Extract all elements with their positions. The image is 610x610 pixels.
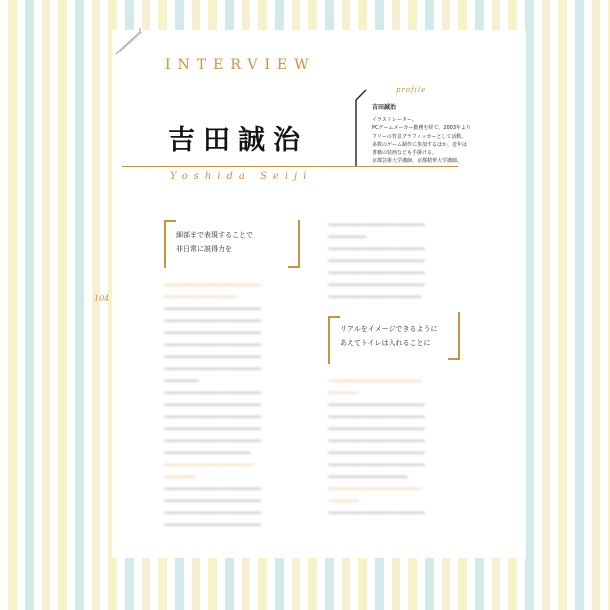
profile-line: フリーの背景グラフィッカーとして活動。 bbox=[372, 133, 467, 140]
bracket-top-left bbox=[164, 220, 176, 268]
interviewee-name-romaji: Yoshida Seiji bbox=[170, 171, 313, 182]
blurred-body-text: ▁▁▁▁▁▁▁▁▁▁▁▁▁▁▁▁▁▁▁▁▁▁▁▁▁▁▁▁ ▁▁▁▁▁▁▁▁▁▁▁ ▁▁▁▁▁▁▁▁▁▁▁▁▁▁▁▁▁▁▁▁▁▁▁▁▁▁▁▁ ▁▁▁▁▁▁▁▁▁▁▁▁▁▁▁▁▁▁▁▁▁▁▁▁▁▁▁▁ ▁▁▁▁▁▁▁▁▁▁▁▁▁▁▁▁▁▁▁▁▁▁▁▁▁▁▁▁ ▁▁▁▁▁▁▁▁▁▁▁▁▁▁▁▁▁▁▁▁▁▁▁▁▁▁▁▁ ▁▁▁▁▁▁▁▁▁▁▁▁▁▁▁▁▁▁▁▁▁▁▁▁▁▁▁ bbox=[328, 221, 425, 298]
bracket-top-left bbox=[328, 316, 340, 364]
bracket-bottom-right bbox=[288, 220, 300, 268]
blurred-body-text: ▁▁▁▁▁▁▁▁▁▁▁▁▁▁▁▁▁▁▁▁▁▁▁▁▁▁▁▁ ▁▁▁▁▁▁▁▁▁▁▁▁▁▁▁▁▁▁▁▁▁ ▁▁▁▁▁▁▁▁▁▁▁▁▁▁▁▁▁▁▁▁▁▁▁▁▁▁▁▁ ▁▁▁▁▁▁▁▁▁▁▁▁▁▁▁▁▁▁▁▁▁▁▁▁▁▁▁▁ ▁▁▁▁▁▁▁▁▁▁▁▁▁▁▁▁▁▁▁▁▁▁▁▁▁▁▁▁ ▁▁▁▁▁▁▁▁▁▁▁▁▁▁▁▁▁▁▁▁▁▁▁▁▁▁▁▁ ▁▁▁▁▁▁▁▁▁▁▁▁▁▁▁▁▁▁▁▁▁▁▁▁▁▁▁▁ ▁▁▁▁▁▁▁▁▁▁▁▁▁▁▁▁▁▁▁▁▁▁▁▁▁▁▁▁ ▁▁▁▁▁▁▁▁▁▁ ▁▁▁▁▁▁▁▁▁▁▁▁▁▁▁▁▁▁▁▁▁▁▁▁▁▁▁▁ ▁▁▁▁▁▁▁▁▁▁▁▁▁▁▁▁▁▁▁▁▁▁▁▁▁▁▁▁ ▁▁▁▁▁▁▁▁▁▁▁▁▁▁▁▁▁▁▁▁▁▁▁▁▁▁▁▁ ▁▁▁▁▁▁▁▁▁▁▁▁▁▁▁▁▁▁▁▁▁▁▁▁▁▁▁▁ ▁▁▁▁▁▁▁▁▁▁▁▁▁▁▁▁▁▁▁▁▁▁▁▁▁▁▁▁ ▁▁▁▁▁▁▁▁▁▁▁▁▁▁▁▁▁▁▁▁▁▁▁▁▁ ▁▁▁▁▁▁▁▁▁▁▁▁▁▁▁▁▁▁▁▁▁▁▁▁▁▁ ▁▁▁▁▁▁▁▁▁ ▁▁▁▁▁▁▁▁▁▁▁▁▁▁▁▁▁▁▁▁▁▁▁▁▁▁▁▁ ▁▁▁▁▁▁▁▁▁▁▁▁▁▁▁▁▁▁▁▁▁▁▁▁▁▁▁▁ ▁▁▁▁▁▁▁▁▁▁▁▁▁▁▁▁▁▁▁▁▁▁▁▁▁▁▁▁ ▁▁▁▁▁▁▁▁▁▁▁▁▁▁▁▁▁▁▁▁▁▁▁▁▁▁▁▁ bbox=[164, 281, 261, 526]
question-line: あえてトイレは入れることに bbox=[340, 339, 431, 347]
profile-line: 京都芸術大学講師、京都精華大学講師。 bbox=[372, 158, 463, 165]
profile-line: 書籍の装画なども手掛ける。 bbox=[372, 150, 438, 157]
profile-line: PCゲームメーカー勤務を経て、2003年より bbox=[372, 125, 472, 132]
interviewee-name: 吉田誠治 bbox=[168, 125, 308, 156]
corner-ornament-icon bbox=[114, 26, 154, 56]
profile-line: 多数のゲーム制作に参加するほか、近年は bbox=[372, 141, 468, 148]
profile-block bbox=[372, 104, 476, 165]
bracket-bottom-right bbox=[448, 312, 460, 360]
question-text bbox=[340, 322, 438, 350]
profile-name: 吉田誠治 bbox=[372, 104, 397, 111]
blurred-body-text: ▁▁▁▁▁▁▁▁▁▁▁▁▁▁▁▁▁▁▁▁▁▁▁▁▁▁▁ ▁▁▁▁▁▁▁▁▁ ▁▁▁▁▁▁▁▁▁▁▁▁▁▁▁▁▁▁▁▁▁▁▁▁▁▁▁▁ ▁▁▁▁▁▁▁▁▁▁▁▁▁▁▁▁▁▁▁▁▁▁▁▁▁▁▁▁ ▁▁▁▁▁▁▁▁▁▁▁▁▁▁▁▁▁▁▁▁▁▁▁▁▁▁▁▁ ▁▁▁▁▁▁▁▁▁▁▁▁▁▁▁▁▁▁▁▁▁▁▁▁▁▁▁▁ ▁▁▁▁▁▁▁▁▁▁▁▁▁▁▁▁▁▁▁▁▁▁▁▁▁▁▁▁ ▁▁▁▁▁▁▁▁▁▁▁▁▁▁▁▁▁▁▁▁▁▁▁▁▁▁▁▁ ▁▁▁▁▁▁▁▁▁▁▁▁▁▁▁▁▁▁▁▁▁▁▁ ▁▁▁▁▁▁▁▁▁▁▁▁▁▁▁▁▁▁▁▁▁▁▁▁▁▁▁ ▁▁▁▁▁▁▁▁▁ ▁▁▁▁▁▁▁▁▁▁▁▁▁▁▁▁▁▁▁▁▁▁▁▁▁▁▁▁ bbox=[328, 377, 425, 514]
question-line: 細部まで表現することで bbox=[176, 231, 253, 239]
question-line: リアルをイメージできるように bbox=[340, 325, 438, 333]
question-box-1 bbox=[164, 220, 300, 268]
profile-bracket-icon bbox=[352, 88, 368, 168]
question-text bbox=[176, 228, 253, 256]
profile-line: イラストレーター。 bbox=[372, 117, 417, 124]
header-rule bbox=[122, 166, 458, 167]
profile-label: profile bbox=[396, 86, 427, 94]
question-line: 非日常に説得力を bbox=[176, 245, 232, 253]
section-title: INTERVIEW bbox=[165, 57, 316, 73]
page-number: 104 bbox=[94, 294, 110, 303]
question-box-2 bbox=[328, 316, 460, 360]
